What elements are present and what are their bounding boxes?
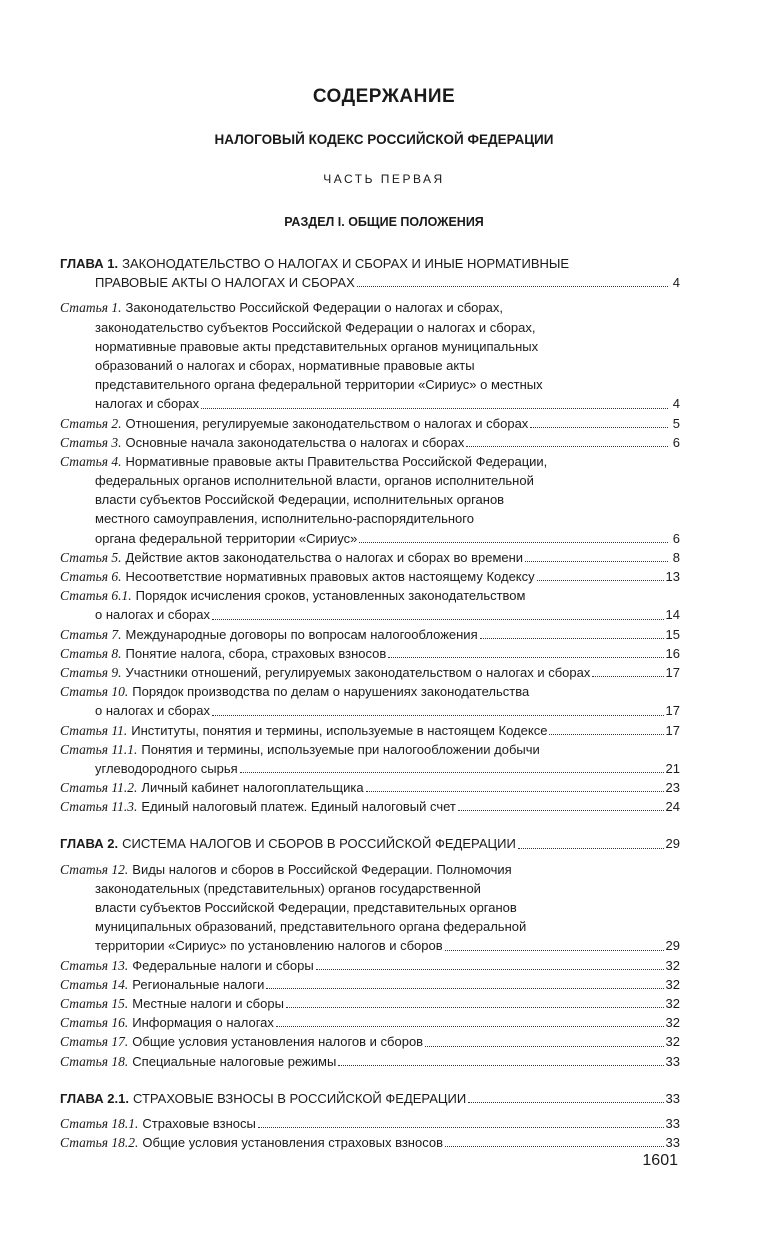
toc-line <box>60 605 680 624</box>
toc-line <box>60 318 680 337</box>
toc-article[interactable] <box>60 586 680 624</box>
toc-article[interactable] <box>60 452 680 548</box>
toc-line <box>60 936 680 955</box>
toc-line <box>60 898 680 917</box>
article-label: Статья 11.3. <box>60 799 138 815</box>
toc-line <box>60 778 680 797</box>
article-label: Статья 13. <box>60 957 129 973</box>
toc-line <box>60 721 680 740</box>
entry-title-text: Порядок исчисления сроков, установленных законодательством <box>135 588 526 604</box>
entry-title-text: Единый налоговый платеж. Единый налоговый счет <box>141 799 456 815</box>
entry-title-text: СИСТЕМА НАЛОГОВ И СБОРОВ В РОССИЙСКОЙ ФЕДЕРАЦИИ <box>122 836 516 852</box>
toc-line <box>60 994 680 1013</box>
toc-article[interactable] <box>60 548 680 567</box>
entry-page-number: 15 <box>665 626 680 642</box>
entry-title-text: территории «Сириус» по установлению налогов и сборов <box>95 938 443 954</box>
article-label: Статья 11.2. <box>60 780 138 796</box>
dot-leader <box>258 1114 664 1128</box>
entry-title-text: власти субъектов Российской Федерации, представительных органов <box>95 900 517 915</box>
toc-line <box>60 298 680 317</box>
article-label: Статья 17. <box>60 1034 129 1050</box>
toc-line <box>60 394 680 413</box>
toc-line <box>60 471 680 490</box>
page-number: 1601 <box>642 1152 678 1169</box>
entry-page-number: 33 <box>665 1090 680 1106</box>
article-label: Статья 8. <box>60 645 122 661</box>
toc-line <box>60 797 680 816</box>
entry-title-text: о налогах и сборах <box>95 703 211 719</box>
entry-title-text: Личный кабинет налогоплательщика <box>141 780 364 796</box>
toc-line <box>60 956 680 975</box>
toc-article[interactable] <box>60 644 680 663</box>
entry-title-text: ПРАВОВЫЕ АКТЫ О НАЛОГАХ И СБОРАХ <box>95 275 355 291</box>
article-label: Статья 11.1. <box>60 741 138 757</box>
toc-line <box>60 1089 680 1108</box>
article-label: Статья 16. <box>60 1015 129 1031</box>
entry-page-number: 33 <box>665 1115 680 1131</box>
section-title: РАЗДЕЛ I. ОБЩИЕ ПОЛОЖЕНИЯ <box>284 215 484 229</box>
toc-line <box>60 759 680 778</box>
article-label: Статья 10. <box>60 684 129 700</box>
article-label: Статья 1. <box>60 300 122 316</box>
toc-line <box>60 701 680 720</box>
dot-leader <box>458 797 664 811</box>
spacer <box>60 1071 680 1083</box>
dot-leader <box>286 994 664 1008</box>
entry-title-text: Международные договоры по вопросам налогообложения <box>125 626 478 642</box>
entry-title-text: Виды налогов и сборов в Российской Федерации. Полномочия <box>132 861 512 877</box>
entry-title-text: Информация о налогах <box>132 1015 274 1031</box>
table-of-contents <box>60 248 680 1152</box>
toc-line <box>60 879 680 898</box>
toc-article[interactable] <box>60 298 680 413</box>
entry-page-number: 32 <box>665 957 680 973</box>
article-label: Статья 18. <box>60 1053 129 1069</box>
toc-article[interactable] <box>60 663 680 682</box>
toc-article[interactable] <box>60 1032 680 1051</box>
entry-title-text: муниципальных образований, представительного органа федеральной <box>95 919 527 935</box>
toc-article[interactable] <box>60 1052 680 1071</box>
entry-title-text: ЗАКОНОДАТЕЛЬСТВО О НАЛОГАХ И СБОРАХ И ИНЫЕ НОРМАТИВНЫЕ <box>122 256 570 271</box>
dot-leader <box>468 1089 663 1103</box>
entry-page-number: 6 <box>672 530 680 546</box>
toc-line <box>60 625 680 644</box>
entry-title-text: о налогах и сборах <box>95 607 211 623</box>
entry-page-number: 4 <box>672 396 680 412</box>
entry-page-number: 24 <box>665 799 680 815</box>
entry-title-text: Институты, понятия и термины, используемые в настоящем Кодексе <box>131 722 548 738</box>
entry-page-number: 17 <box>665 722 680 738</box>
toc-line <box>60 834 680 853</box>
article-label: Статья 11. <box>60 722 128 738</box>
toc-line <box>60 452 680 471</box>
entry-title-text: Местные налоги и сборы <box>132 995 284 1011</box>
entry-page-number: 5 <box>672 415 680 431</box>
entry-title-text: представительного органа федеральной территории «Сириус» о местных <box>95 377 543 393</box>
entry-title-text: Региональные налоги <box>132 976 265 992</box>
toc-line <box>60 273 680 292</box>
entry-page-number: 33 <box>665 1135 680 1151</box>
toc-line <box>60 975 680 994</box>
toc-line <box>60 1013 680 1032</box>
dot-leader <box>276 1013 664 1027</box>
entry-title-text: Федеральные налоги и сборы <box>132 957 314 973</box>
toc-article[interactable] <box>60 433 680 452</box>
dot-leader <box>201 394 668 408</box>
spacer <box>60 816 680 828</box>
chapter-label: ГЛАВА 2. <box>60 836 119 852</box>
entry-page-number: 13 <box>665 569 680 584</box>
entry-page-number: 8 <box>672 549 680 565</box>
entry-title-text: Специальные налоговые режимы <box>132 1053 337 1069</box>
entry-title-text: Понятия и термины, используемые при налогообложении добычи <box>141 741 540 757</box>
entry-title-text: Понятие налога, сбора, страховых взносов <box>125 645 387 661</box>
entry-page-number: 29 <box>665 836 680 852</box>
article-label: Статья 4. <box>60 453 122 469</box>
entry-title-text: образований о налогах и сборах, нормативные правовые акты <box>95 357 475 373</box>
toc-chapter[interactable] <box>60 1089 680 1108</box>
toc-article[interactable] <box>60 1013 680 1032</box>
entry-page-number: 16 <box>665 645 680 661</box>
toc-line <box>60 644 680 663</box>
entry-title-text: Действие актов законодательства о налогах и сборах во времени <box>125 549 524 565</box>
entry-page-number: 6 <box>672 434 680 450</box>
toc-article[interactable] <box>60 860 680 956</box>
entry-title-text: Страховые взносы <box>142 1115 256 1131</box>
entry-title-text: федеральных органов исполнительной власти, органов исполнительной <box>95 473 534 489</box>
toc-line <box>60 917 680 936</box>
part-title: ЧАСТЬ ПЕРВАЯ <box>323 172 445 186</box>
entry-title-text: Несоответствие нормативных правовых актов настоящему Кодексу <box>125 569 535 584</box>
entry-title-text: законодательных (представительных) органов государственной <box>95 880 481 896</box>
dot-leader <box>316 956 664 970</box>
toc-line <box>60 1114 680 1133</box>
dot-leader <box>466 433 668 447</box>
toc-line <box>60 375 680 394</box>
code-title: НАЛОГОВЫЙ КОДЕКС РОССИЙСКОЙ ФЕДЕРАЦИИ <box>214 132 554 147</box>
toc-article[interactable] <box>60 778 680 797</box>
page-title: СОДЕРЖАНИЕ <box>312 86 456 107</box>
entry-page-number: 21 <box>665 760 680 776</box>
toc-article[interactable] <box>60 682 680 720</box>
dot-leader <box>359 529 668 543</box>
entry-page-number: 32 <box>665 1034 680 1050</box>
toc-article[interactable] <box>60 414 680 433</box>
dot-leader <box>357 273 668 287</box>
dot-leader <box>266 975 663 989</box>
entry-title-text: Основные начала законодательства о налогах и сборах <box>125 434 465 450</box>
toc-article[interactable] <box>60 797 680 816</box>
dot-leader <box>549 721 663 735</box>
entry-title-text: Участники отношений, регулируемых законодательством о налогах и сборах <box>125 664 591 680</box>
toc-article[interactable] <box>60 1133 680 1152</box>
entry-page-number: 33 <box>665 1053 680 1069</box>
entry-title-text: Общие условия установления страховых взносов <box>142 1135 443 1151</box>
entry-title-text: Отношения, регулируемые законодательством о налогах и сборах <box>125 415 529 431</box>
entry-title-text: органа федеральной территории «Сириус» <box>95 530 358 546</box>
dot-leader <box>445 936 664 950</box>
toc-line <box>60 414 680 433</box>
dot-leader <box>525 548 668 562</box>
entry-title-text: Нормативные правовые акты Правительства Российской Федерации, <box>125 453 548 469</box>
entry-title-text: власти субъектов Российской Федерации, исполнительных органов <box>95 492 505 508</box>
article-label: Статья 5. <box>60 549 122 565</box>
entry-page-number: 29 <box>665 938 680 954</box>
entry-page-number: 4 <box>672 275 680 291</box>
toc-article[interactable] <box>60 994 680 1013</box>
toc-line <box>60 529 680 548</box>
entry-title-text: законодательство субъектов Российской Федерации о налогах и сборах, <box>95 319 536 335</box>
dot-leader <box>480 625 664 639</box>
toc-line <box>60 567 680 586</box>
entry-page-number: 32 <box>665 1015 680 1031</box>
toc-article[interactable] <box>60 567 680 586</box>
toc-line <box>60 663 680 682</box>
article-label: Статья 7. <box>60 626 122 642</box>
article-label: Статья 18.2. <box>60 1135 139 1151</box>
entry-page-number: 32 <box>665 995 680 1011</box>
dot-leader <box>388 644 663 658</box>
dot-leader <box>592 663 663 677</box>
entry-title-text: Порядок производства по делам о нарушениях законодательства <box>132 684 530 700</box>
dot-leader <box>338 1052 663 1066</box>
toc-chapter[interactable] <box>60 254 680 292</box>
article-label: Статья 14. <box>60 976 129 992</box>
entry-title-text: местного самоуправления, исполнительно-распорядительного <box>95 511 474 527</box>
entry-title-text: Законодательство Российской Федерации о налогах и сборах, <box>125 300 503 316</box>
entry-title-text: Общие условия установления налогов и сборов <box>132 1034 424 1050</box>
dot-leader <box>537 567 664 581</box>
toc-article[interactable] <box>60 721 680 740</box>
toc-line <box>60 254 680 273</box>
article-label: Статья 9. <box>60 664 122 680</box>
toc-article[interactable] <box>60 975 680 994</box>
toc-chapter[interactable] <box>60 834 680 853</box>
chapter-label: ГЛАВА 1. <box>60 256 119 271</box>
chapter-label: ГЛАВА 2.1. <box>60 1090 129 1106</box>
toc-line <box>60 682 680 701</box>
dot-leader <box>530 414 668 428</box>
entry-title-text: налогах и сборах <box>95 396 200 412</box>
dot-leader <box>212 605 664 619</box>
toc-line <box>60 586 680 605</box>
entry-page-number: 32 <box>665 976 680 992</box>
toc-line <box>60 356 680 375</box>
toc-line <box>60 433 680 452</box>
toc-article[interactable] <box>60 740 680 778</box>
toc-line <box>60 509 680 528</box>
entry-title-text: углеводородного сырья <box>95 760 238 776</box>
entry-title-text: СТРАХОВЫЕ ВЗНОСЫ В РОССИЙСКОЙ ФЕДЕРАЦИИ <box>132 1090 467 1106</box>
article-label: Статья 2. <box>60 415 122 431</box>
toc-article[interactable] <box>60 1114 680 1133</box>
entry-page-number: 14 <box>665 607 680 623</box>
entry-title-text: нормативные правовые акты представительных органов муниципальных <box>95 338 539 354</box>
toc-line <box>60 740 680 759</box>
toc-article[interactable] <box>60 956 680 975</box>
toc-line <box>60 1052 680 1071</box>
article-label: Статья 18.1. <box>60 1115 139 1131</box>
entry-page-number: 17 <box>665 664 680 680</box>
dot-leader <box>518 834 664 848</box>
toc-line <box>60 337 680 356</box>
toc-line <box>60 490 680 509</box>
entry-page-number: 23 <box>665 780 680 796</box>
dot-leader <box>366 778 664 792</box>
dot-leader <box>445 1133 664 1147</box>
article-label: Статья 6.1. <box>60 588 132 604</box>
article-label: Статья 15. <box>60 995 129 1011</box>
dot-leader <box>240 759 664 773</box>
dot-leader <box>212 701 664 715</box>
entry-page-number: 17 <box>665 703 680 719</box>
dot-leader <box>425 1032 663 1046</box>
article-label: Статья 6. <box>60 569 122 584</box>
article-label: Статья 12. <box>60 861 129 877</box>
toc-article[interactable] <box>60 625 680 644</box>
article-label: Статья 3. <box>60 434 122 450</box>
toc-line <box>60 548 680 567</box>
toc-line <box>60 860 680 879</box>
toc-line <box>60 1133 680 1152</box>
toc-line <box>60 1032 680 1051</box>
